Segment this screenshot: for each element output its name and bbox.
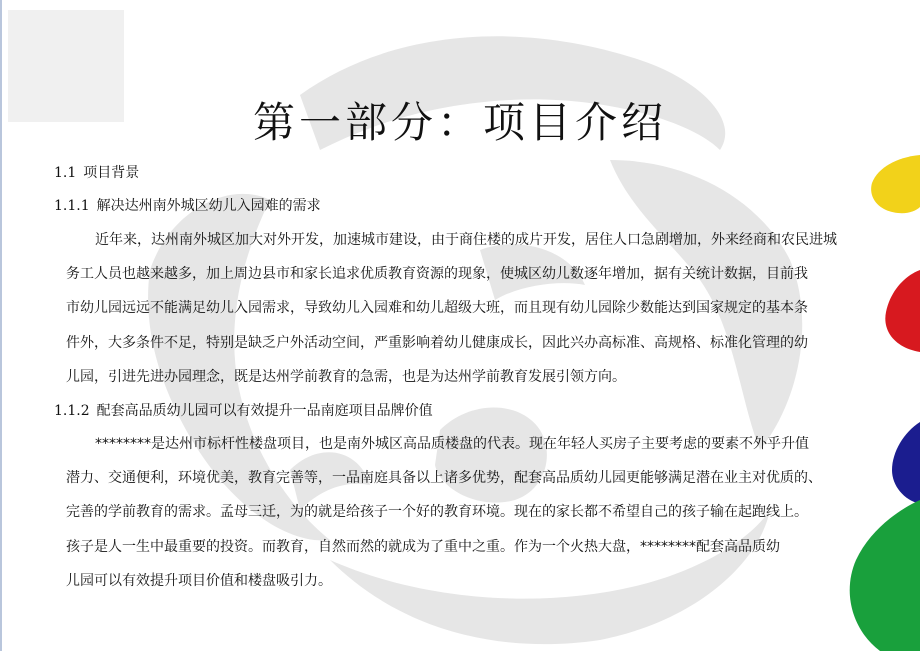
paragraph-1-line-3: 市幼儿园远远不能满足幼儿入园需求，导致幼儿入园难和幼儿超级大班，而且现有幼儿园除少数能达到国家规定的基本条 (66, 300, 808, 316)
section-number: 1.1 (54, 165, 77, 181)
paragraph-1-line-2: 务工人员也越来越多，加上周边县市和家长追求优质教育资源的现象，使城区幼儿数逐年增加，据有关统计数据，目前我 (66, 266, 808, 282)
subsection-heading-2 (54, 400, 433, 420)
paragraph-2-line-4: 孩子是人一生中最重要的投资。而教育，自然而然的就成为了重中之重。作为一个火热大盘，********配套高品质幼 (66, 539, 780, 555)
blue-brush-blob (888, 422, 920, 504)
paragraph-2-line-1: ********是达州市标杆性楼盘项目，也是南外城区高品质楼盘的代表。现在年轻人买房子主要考虑的要素不外乎升值 (95, 436, 809, 452)
subsection-label: 配套高品质幼儿园可以有效提升一品南庭项目品牌价值 (96, 403, 433, 419)
paragraph-2-line-2: 潜力、交通便利，环境优美，教育完善等，一品南庭具备以上诸多优势，配套高品质幼儿园更能够满足潜在业主对优质的、 (66, 470, 822, 486)
paragraph-2-line-3: 完善的学前教育的需求。孟母三迁，为的就是给孩子一个好的教育环境。现在的家长都不希望自己的孩子输在起跑线上。 (66, 504, 808, 520)
subsection-heading-1 (54, 195, 321, 215)
paragraph-1-line-5: 儿园，引进先进办园理念，既是达州学前教育的急需，也是为达州学前教育发展引领方向。 (66, 369, 626, 385)
section-label: 项目背景 (83, 165, 140, 181)
paragraph-2-line-5: 儿园可以有效提升项目价值和楼盘吸引力。 (66, 573, 332, 589)
subsection-label: 解决达州南外城区幼儿入园难的需求 (96, 198, 321, 214)
page-title: 第一部分：项目介绍 (252, 98, 667, 147)
red-brush-blob (882, 270, 920, 352)
paragraph-1-line-1: 近年来，达州南外城区加大对外开发，加速城市建设，由于商住楼的成片开发，居住人口急剧增加，外来经商和农民进城 (95, 232, 837, 248)
section-heading (54, 162, 139, 182)
yellow-brush-blob (868, 155, 920, 215)
subsection-number: 1.1.2 (54, 403, 90, 419)
subsection-number: 1.1.1 (54, 198, 90, 214)
paragraph-1-line-4: 件外，大多条件不足，特别是缺乏户外活动空间，严重影响着幼儿健康成长，因此兴办高标准、高规格、标准化管理的幼 (66, 335, 808, 351)
green-brush-blob (840, 500, 920, 651)
